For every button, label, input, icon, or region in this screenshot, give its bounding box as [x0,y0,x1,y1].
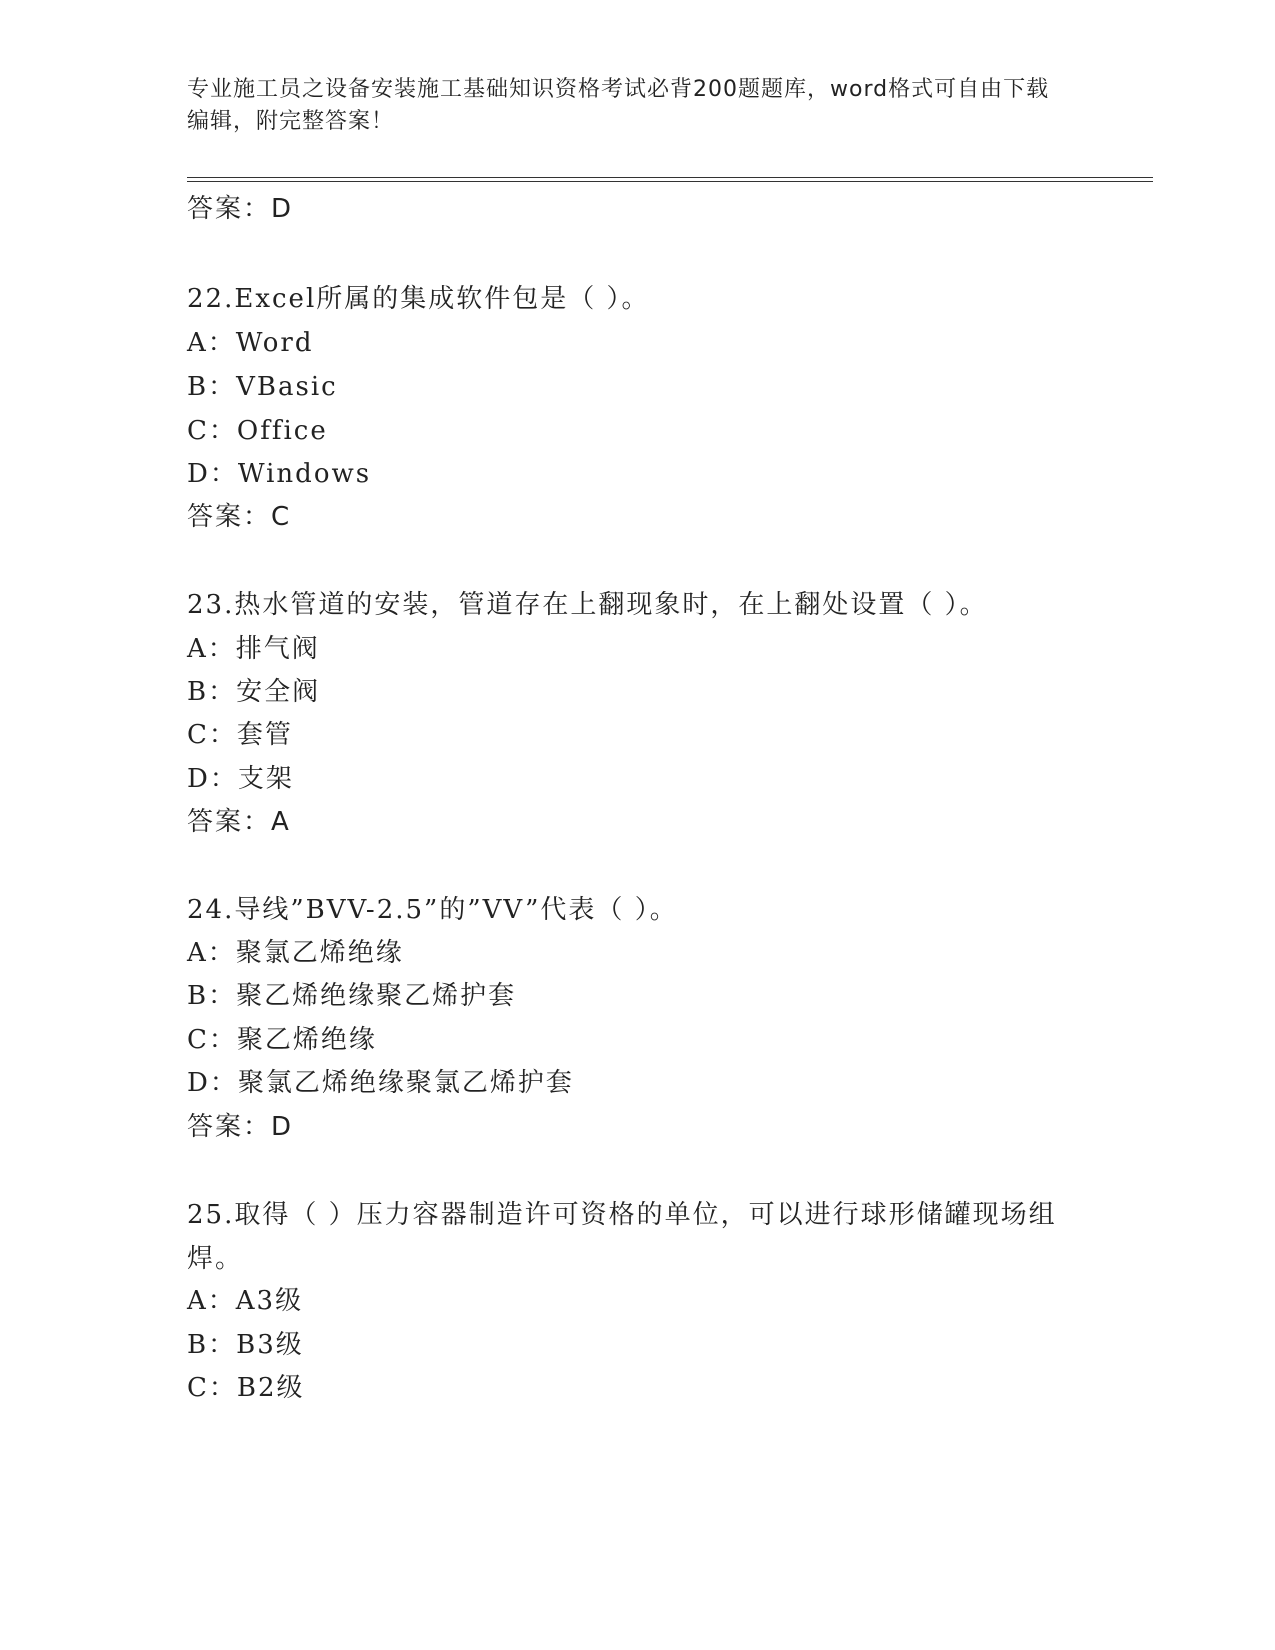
answer-previous: 答案：D [187,194,294,224]
question-22-answer: 答案：C [187,502,292,532]
question-22-stem: 22.Excel所属的集成软件包是（ ）。 [187,284,650,314]
question-24-stem: 24.导线”BVV-2.5”的”VV”代表（ ）。 [187,895,678,925]
question-24-option-c: C：聚乙烯绝缘 [187,1025,377,1055]
question-23-option-a: A：排气阀 [187,634,320,664]
document-header-text: 专业施工员之设备安装施工基础知识资格考试必背200题题库，word格式可自由下载编辑，附完整答案！ [187,77,1050,134]
question-24-option-d: D：聚氯乙烯绝缘聚氯乙烯护套 [187,1068,574,1098]
question-23-option-d: D：支架 [187,764,294,794]
question-22-option-d: D：Windows [187,459,372,489]
question-23-answer: 答案：A [187,807,291,837]
question-24-option-a: A：聚氯乙烯绝缘 [187,938,404,968]
header-divider-bottom [187,181,1153,182]
question-24-answer: 答案：D [187,1112,294,1142]
question-22-option-a: A：Word [187,328,314,358]
question-23-option-c: C：套管 [187,720,293,750]
question-24-option-b: B：聚乙烯绝缘聚乙烯护套 [187,981,517,1011]
question-22-option-b: B：VBasic [187,372,338,402]
question-25-stem: 25.取得（ ）压力容器制造许可资格的单位，可以进行球形储罐现场组焊。 [187,1200,1057,1274]
question-25-option-b: B：B3级 [187,1330,304,1360]
question-25-option-a: A：A3级 [187,1286,304,1316]
header-divider-top [187,177,1153,178]
question-23-stem: 23.热水管道的安装，管道存在上翻现象时，在上翻处设置（ ）。 [187,590,988,620]
question-22-option-c: C：Office [187,416,328,446]
question-23-option-b: B：安全阀 [187,677,321,707]
question-25-option-c: C：B2级 [187,1373,305,1403]
